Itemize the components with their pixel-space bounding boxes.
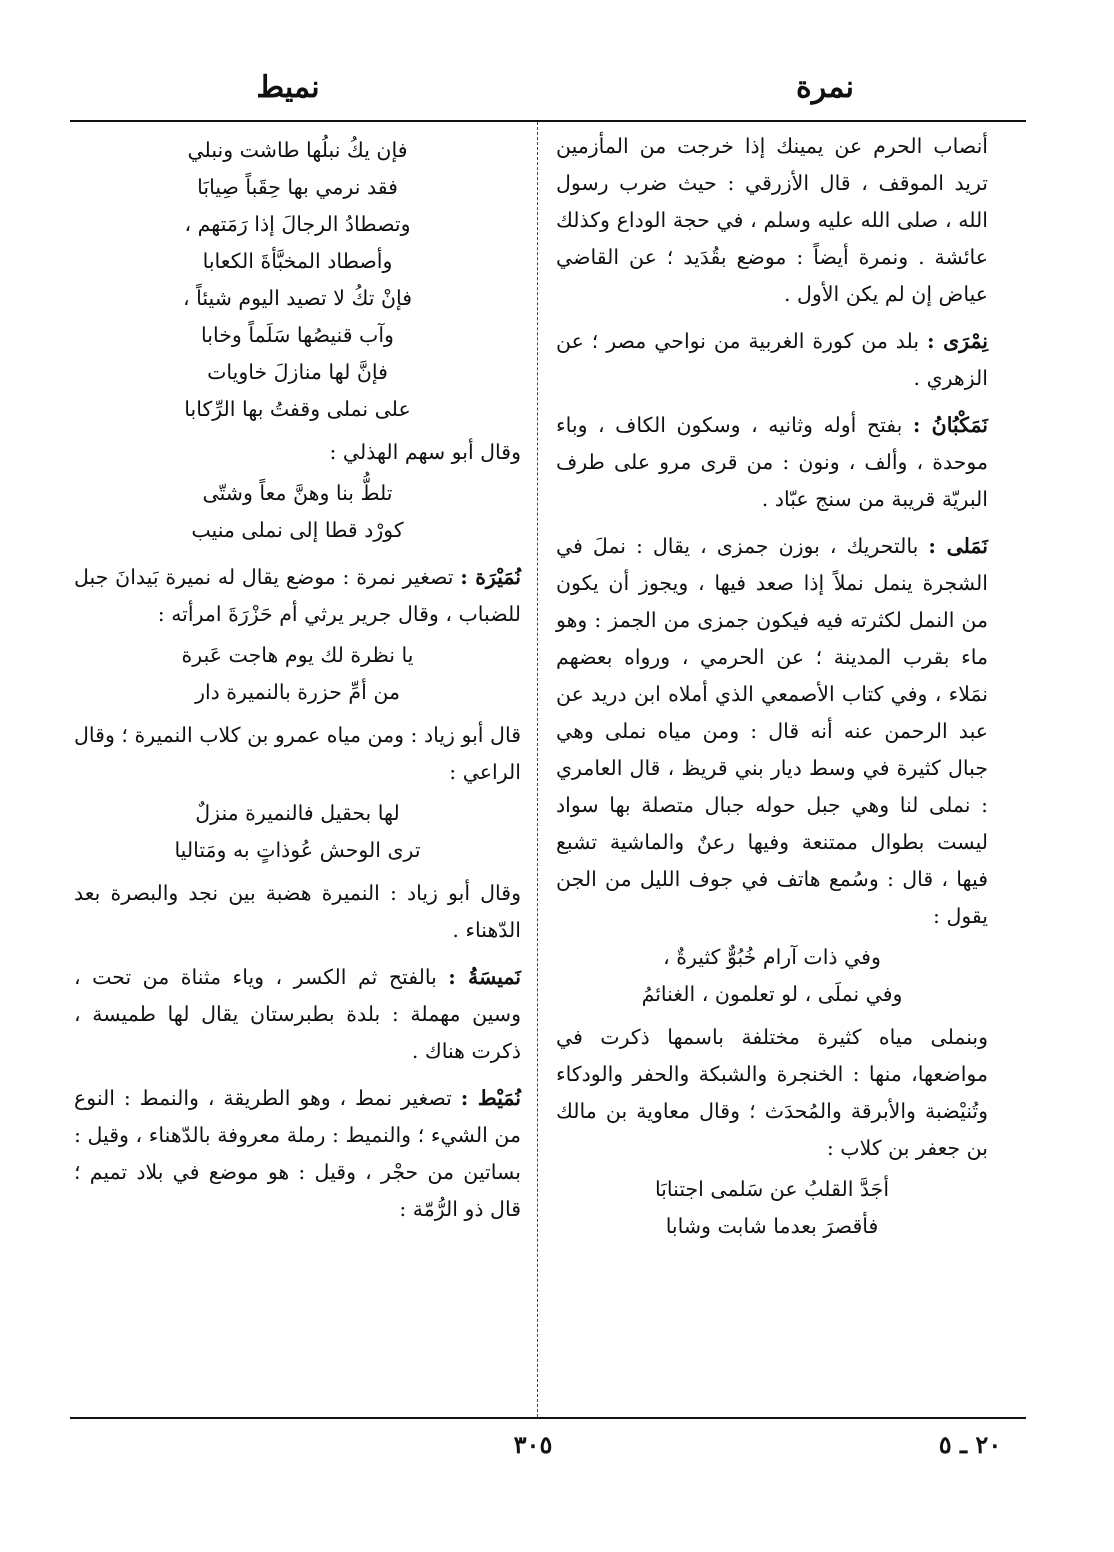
entry-numayt	[74, 1080, 521, 1228]
entry-text: بالتحريك ، بوزن جمزى ، يقال : نملَ في الشجرة ينمل نملاً إذا صعد فيها ، ويجوز أن يكون من النمل لكثرته فيه فيكون جمزى من الجمز : وهو ماء بقرب المدينة ؛ عن الحرمي ، ورواه بعضهم نمَلاء ، وفي كتاب الأصمعي الذي أملاه ابن دريد عن عبد الرحمن عنه أنه قال : ومن مياه نملى وهي جبال كثيرة في وسط ديار بني قريظ ، قال العامري : نملى لنا وهي جبل حوله جبال متصلة بها سواد ليست بطوال ممتنعة وفيها رعنٌ والماشية تشبع فيها ، قال : وسُمع هاتف في جوف الليل من الجن يقول :	[556, 534, 988, 928]
entry-namisa	[74, 959, 521, 1070]
column-divider	[537, 122, 538, 1417]
verse-line: فإن يكُ نبلُها طاشت ونبلي	[187, 138, 408, 162]
verse-line: من أمِّ حزرة بالنميرة دار	[195, 680, 400, 704]
verse-line: وفي نملَى ، لو تعلمون ، الغنائمُ	[641, 982, 903, 1006]
entry-namakban	[556, 407, 988, 518]
verse-line: ترى الوحش عُوذاتٍ به ومَتاليا	[174, 838, 421, 862]
running-head-left: نميط	[256, 70, 320, 105]
verse-line: وتصطادُ الرجالَ إذا رَمَتهم ،	[184, 212, 411, 236]
headword: نَميسَةُ :	[448, 965, 521, 989]
verse-block	[74, 475, 521, 549]
verse-line: فقد نرمي بها حِقَباً صِيابَا	[197, 175, 398, 199]
verse-line: على نملى وقفتُ بها الرِّكابا	[184, 397, 411, 421]
paragraph: قال أبو زياد : ومن مياه عمرو بن كلاب النميرة ؛ وقال الراعي :	[74, 723, 521, 784]
page-number: ٣٠٥	[513, 1430, 553, 1459]
entry-text: تصغير نمط ، وهو الطريقة ، والنمط : النوع من الشيء ؛ والنميط : رملة معروفة بالدّهناء ، وقيل : بساتين من حجْر ، وقيل : هو موضع في بلاد تميم ؛ قال ذو الرُّمّة :	[74, 1086, 521, 1221]
verse-line: فأقصرَ بعدما شابت وشابا	[665, 1214, 879, 1238]
headword: نُمَيْط :	[460, 1086, 521, 1110]
headword: نَمَلى :	[928, 534, 988, 558]
entry-text: بالفتح ثم الكسر ، وياء مثناة من تحت ، وسين مهملة : بلدة بطبرستان يقال لها طميسة ، ذكرت هناك .	[74, 965, 521, 1063]
verse-line: وفي ذات آرام خُبُوٌّ كثيرةٌ ،	[663, 945, 881, 969]
entry-text: بلد من كورة الغربية من نواحي مصر ؛ عن الزهري .	[556, 329, 988, 390]
verse-line: أجَدَّ القلبُ عن سَلمى اجتنابَا	[654, 1177, 890, 1201]
verse-line: كورْد قطا إلى نملى منيب	[191, 518, 404, 542]
verse-line: لها بحقيل فالنميرة منزلٌ	[195, 801, 400, 825]
verse-line: يا نظرة لك يوم هاجت عَبرة	[181, 643, 414, 667]
headword: نَمَكْبُانُ :	[912, 413, 988, 437]
verse-block	[74, 637, 521, 711]
paragraph: وقال أبو زياد : النميرة هضبة بين نجد والبصرة بعد الدّهناء .	[74, 881, 521, 942]
running-head-right: نمرة	[796, 70, 854, 105]
header-rule	[70, 120, 1026, 122]
verse-line: وآب قنيصُها سَلَماً وخابا	[201, 323, 394, 347]
footer-rule	[70, 1417, 1026, 1419]
entry-numayra	[74, 559, 521, 633]
verse-block	[74, 132, 521, 428]
entry-namala	[556, 528, 988, 935]
verse-line: فإنْ تكُ لا تصيد اليوم شيئاً ،	[182, 286, 413, 310]
entry-text: بفتح أوله وثانيه ، وسكون الكاف ، وباء موحدة ، وألف ، ونون : من قرى مرو على طرف البريّة قريبة من سنج عبّاد .	[556, 413, 988, 511]
headword: نُمَيْرَة :	[460, 565, 521, 589]
verse-block	[74, 795, 521, 869]
verse-block	[556, 1171, 988, 1245]
paragraph: وبنملى مياه كثيرة مختلفة باسمها ذكرت في مواضعها، منها : الخنجرة والشبكة والحفر والودكاء وتُنيْضبة والأبرقة والمُحدَث ؛ وقال معاوية بن مالك بن جعفر بن كلاب :	[556, 1025, 988, 1160]
right-column	[556, 128, 988, 1251]
verse-line: فإنَّ لها منازلَ خاويات	[207, 360, 388, 384]
verse-block	[556, 939, 988, 1013]
headword: نِمْرَى :	[926, 329, 988, 353]
verse-line: وأصطاد المخبَّأةَ الكعابا	[202, 249, 393, 273]
verse-line: تلطُّ بنا وهنَّ معاً وشتّى	[202, 481, 393, 505]
paragraph: وقال أبو سهم الهذلي :	[329, 440, 521, 464]
paragraph-continuation: أنصاب الحرم عن يمينك إذا خرجت من المأزمين تريد الموقف ، قال الأزرقي : حيث ضرب رسول الله ، صلى الله عليه وسلم ، في حجة الوداع وكذلك عائشة . ونمرة أيضاً : موضع بقُدَيد ؛ عن القاضي عياض إن لم يكن الأول .	[556, 134, 988, 306]
entry-nimra	[556, 323, 988, 397]
entry-text: تصغير نمرة : موضع يقال له نميرة بَيدانَ جبل للضباب ، وقال جرير يرثي أم حَزْرَةَ امرأته :	[74, 565, 521, 626]
signature-mark: ٢٠ ـ ٥	[938, 1430, 1002, 1459]
left-column	[74, 128, 521, 1228]
